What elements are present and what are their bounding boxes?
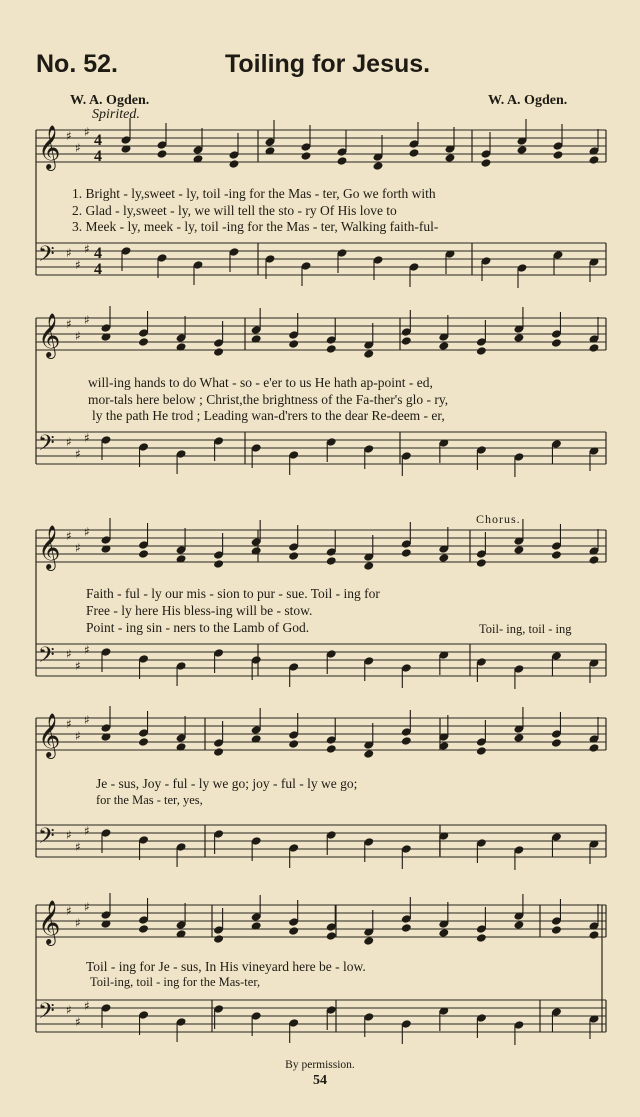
note-head [513, 545, 524, 555]
note-head [288, 739, 299, 749]
note-head [438, 341, 449, 351]
sharp-icon: ♯ [84, 713, 90, 727]
note-head [213, 747, 224, 757]
lyric-line: mor-tals here below ; Christ,the brightness of the Fa-ther's glo - ry, [88, 392, 449, 407]
treble-clef-icon: 𝄞 [38, 713, 61, 757]
lyric-line: Toil-ing, toil - ing for the Mas-ter, [90, 975, 261, 989]
time-signature-top: 4 [94, 132, 102, 149]
note-head [513, 920, 524, 930]
sharp-icon: ♯ [66, 647, 72, 661]
sharp-icon: ♯ [84, 431, 90, 445]
note-head [288, 926, 299, 936]
permission-note: By permission. [285, 1059, 355, 1071]
chorus-label: Chorus. [476, 512, 521, 526]
note-head [513, 733, 524, 743]
tempo-marking: Spirited. [92, 107, 140, 122]
sharp-icon: ♯ [84, 242, 90, 256]
lyric-line: ly the path He trod ; Leading wan-d'rers to the dear Re-deem - er, [92, 408, 445, 423]
bass-clef-icon: 𝄢 [38, 643, 55, 673]
note-head [401, 736, 412, 746]
hymn-number: No. 52. [36, 50, 118, 78]
sharp-icon: ♯ [66, 1003, 72, 1017]
treble-clef-icon: 𝄞 [38, 525, 61, 569]
note-head [551, 550, 562, 560]
note-head [589, 343, 600, 353]
bass-clef-icon: 𝄢 [38, 431, 55, 461]
lyric-line: for the Mas - ter, yes, [96, 793, 203, 807]
bass-clef-icon: 𝄢 [38, 999, 55, 1029]
note-head [138, 924, 149, 934]
sharp-icon: ♯ [84, 525, 90, 539]
note-head [363, 936, 374, 946]
hymn-title: Toiling for Jesus. [225, 50, 431, 78]
note-head [589, 555, 600, 565]
note-head [288, 339, 299, 349]
lyric-line: Je - sus, Joy - ful - ly we go; joy - ful - ly we go; [96, 776, 358, 791]
sharp-icon: ♯ [75, 840, 81, 854]
lyric-line: 2. Glad - ly,sweet - ly, we will tell the sto - ry Of His love to [72, 203, 397, 218]
page-number: 54 [313, 1073, 327, 1088]
words-credit: W. A. Ogden. [70, 93, 150, 108]
lyric-line: Toil- ing, toil - ing [479, 622, 572, 636]
sharp-icon: ♯ [66, 717, 72, 731]
sharp-icon: ♯ [75, 541, 81, 555]
sharp-icon: ♯ [75, 258, 81, 272]
sharp-icon: ♯ [66, 529, 72, 543]
note-head [213, 347, 224, 357]
time-signature-top: 4 [94, 245, 102, 262]
note-head [363, 561, 374, 571]
sharp-icon: ♯ [75, 447, 81, 461]
lyric-line: Faith - ful - ly our mis - sion to pur - sue. Toil - ing for [86, 586, 380, 601]
time-signature-bottom: 4 [94, 261, 102, 278]
note-head [513, 333, 524, 343]
lyric-line: 3. Meek - ly, meek - ly, toil -ing for the Mas - ter, Walking faith-ful- [72, 219, 439, 234]
treble-clef-icon: 𝄞 [38, 900, 61, 944]
sharp-icon: ♯ [66, 129, 72, 143]
note-head [288, 551, 299, 561]
note-head [401, 923, 412, 933]
sharp-icon: ♯ [84, 313, 90, 327]
note-head [363, 749, 374, 759]
note-head [438, 928, 449, 938]
note-head [326, 744, 337, 754]
note-head [337, 156, 348, 166]
note-head [445, 153, 456, 163]
note-head [301, 151, 312, 161]
sharp-icon: ♯ [84, 125, 90, 139]
sharp-icon: ♯ [75, 729, 81, 743]
sharp-icon: ♯ [84, 999, 90, 1013]
lyric-line: will-ing hands to do What - so - e'er to us He hath ap-point - ed, [88, 375, 433, 390]
sharp-icon: ♯ [66, 317, 72, 331]
note-head [401, 336, 412, 346]
sharp-icon: ♯ [75, 329, 81, 343]
sharp-icon: ♯ [84, 824, 90, 838]
treble-clef-icon: 𝄞 [38, 313, 61, 357]
sharp-icon: ♯ [66, 246, 72, 260]
lyric-line: Toil - ing for Je - sus, In His vineyard here be - low. [86, 959, 366, 974]
sharp-icon: ♯ [66, 435, 72, 449]
note-head [213, 559, 224, 569]
lyric-line: 1. Bright - ly,sweet - ly, toil -ing for the Mas - ter, Go we forth with [72, 186, 436, 201]
lyric-line: Point - ing sin - ners to the Lamb of God. [86, 620, 310, 635]
note-head [476, 746, 487, 756]
note-head [476, 933, 487, 943]
note-head [373, 161, 384, 171]
note-head [438, 553, 449, 563]
note-head [326, 344, 337, 354]
note-head [363, 349, 374, 359]
sharp-icon: ♯ [75, 916, 81, 930]
note-head [551, 338, 562, 348]
sharp-icon: ♯ [84, 643, 90, 657]
note-head [401, 548, 412, 558]
note-head [213, 934, 224, 944]
time-signature-bottom: 4 [94, 148, 102, 165]
music-credit: W. A. Ogden. [488, 93, 568, 108]
note-head [409, 148, 420, 158]
sharp-icon: ♯ [75, 141, 81, 155]
sharp-icon: ♯ [75, 1015, 81, 1029]
sharp-icon: ♯ [75, 659, 81, 673]
treble-clef-icon: 𝄞 [38, 125, 61, 169]
note-head [326, 931, 337, 941]
note-head [326, 556, 337, 566]
lyric-line: Free - ly here His bless-ing will be - stow. [86, 603, 313, 618]
sharp-icon: ♯ [84, 900, 90, 914]
bass-clef-icon: 𝄢 [38, 242, 55, 272]
note-head [138, 737, 149, 747]
bass-clef-icon: 𝄢 [38, 824, 55, 854]
note-head [157, 149, 168, 159]
note-head [481, 158, 492, 168]
note-head [551, 925, 562, 935]
note-head [553, 150, 564, 160]
note-head [476, 558, 487, 568]
note-head [589, 155, 600, 165]
sharp-icon: ♯ [66, 828, 72, 842]
note-head [138, 337, 149, 347]
note-head [589, 930, 600, 940]
note-head [589, 743, 600, 753]
note-head [551, 738, 562, 748]
note-head [229, 159, 240, 169]
note-head [138, 549, 149, 559]
note-head [476, 346, 487, 356]
note-head [517, 145, 528, 155]
sharp-icon: ♯ [66, 904, 72, 918]
